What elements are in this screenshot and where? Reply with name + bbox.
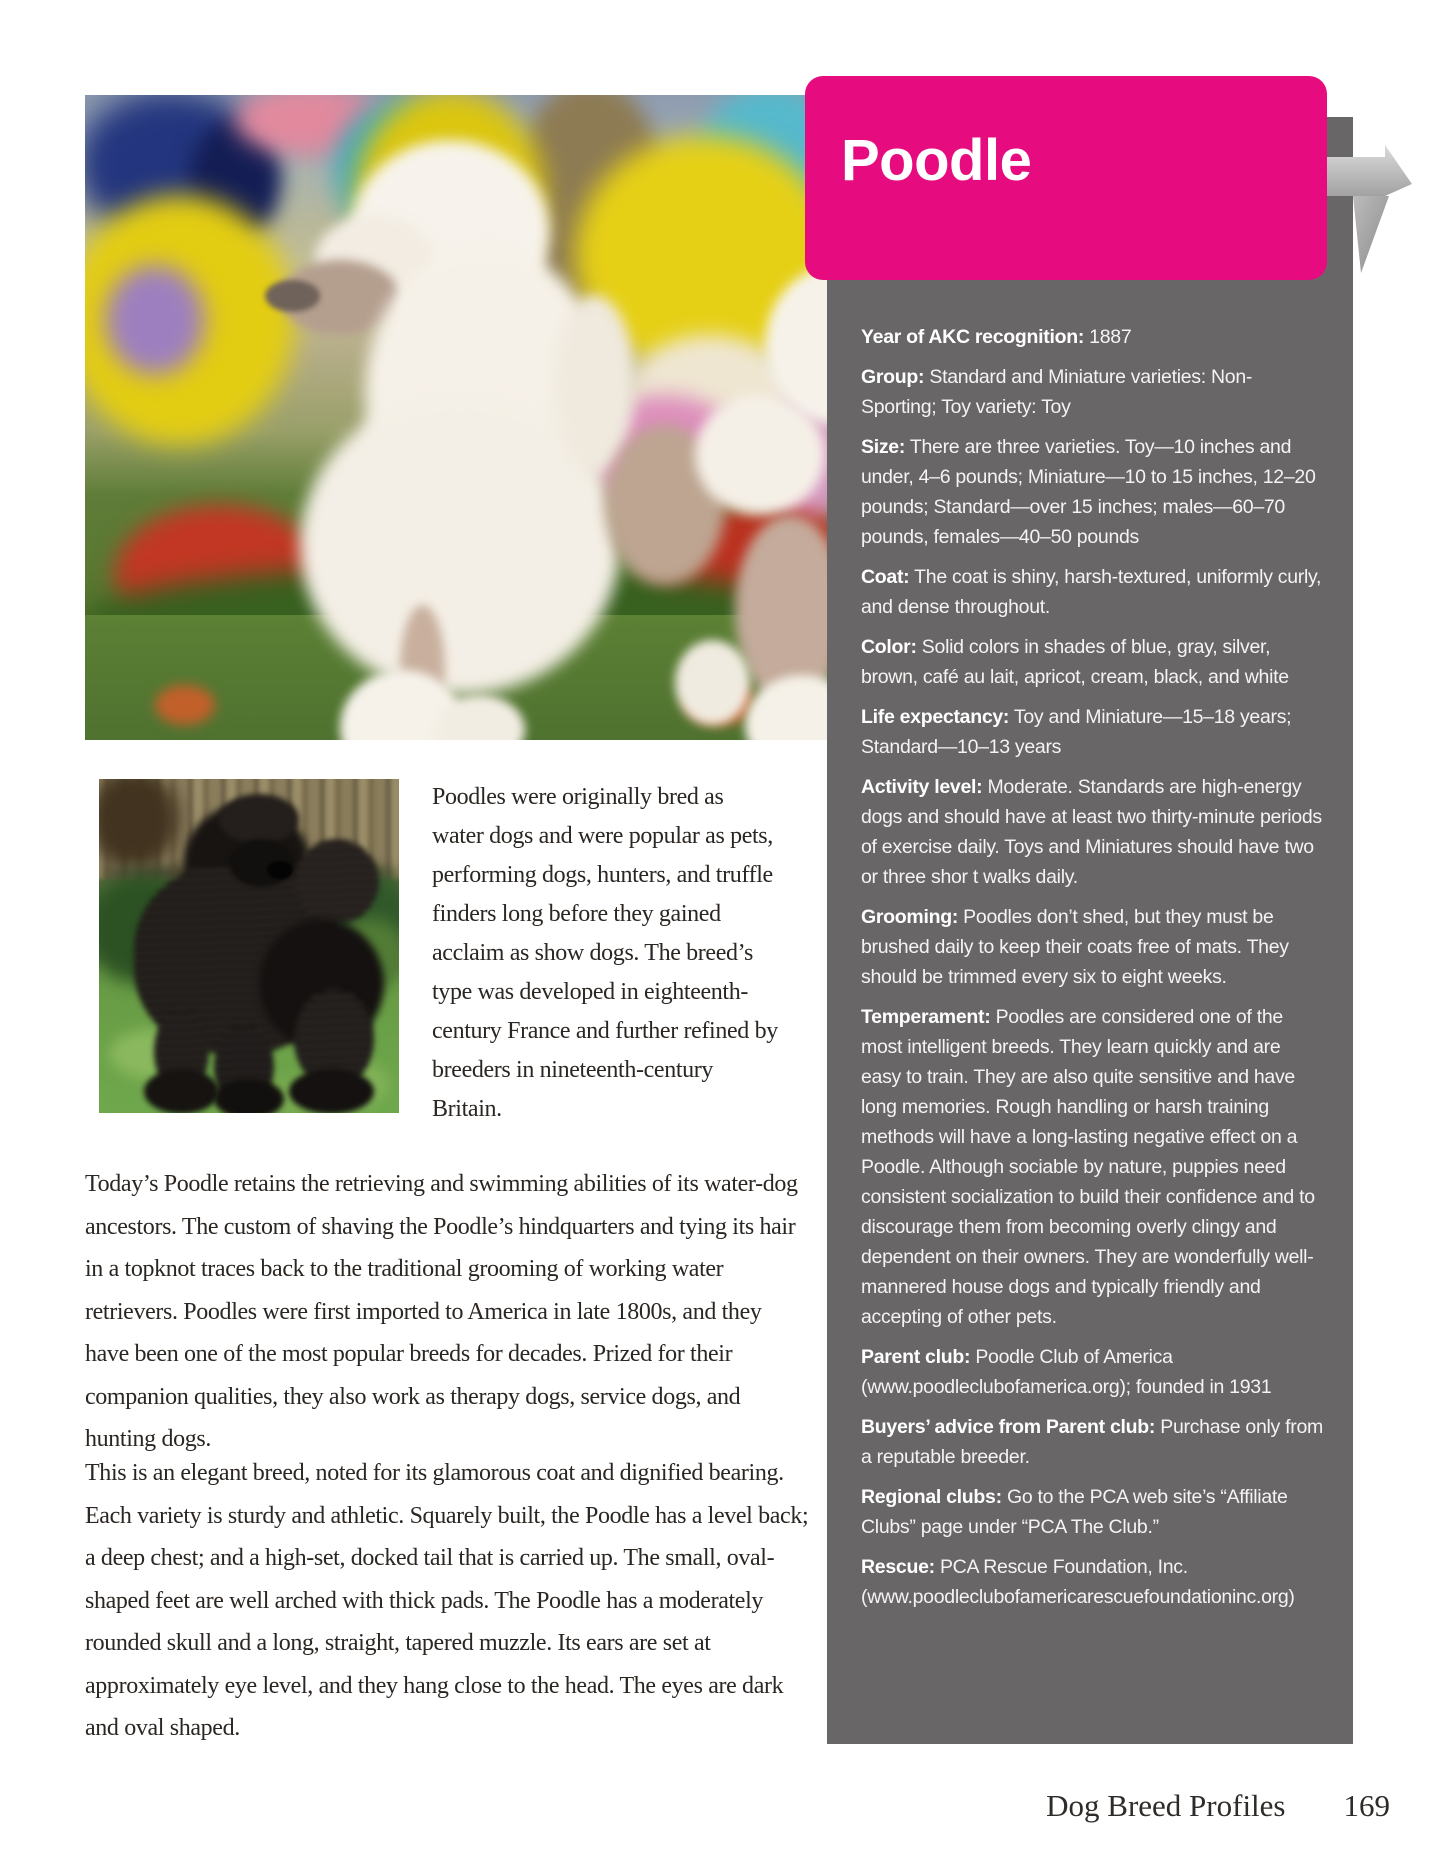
fact-buyers-advice: Buyers’ advice from Parent club: Purchase only from a reputable breeder. — [861, 1416, 1323, 1468]
paint — [214, 1079, 284, 1113]
fact-color: Color: Solid colors in shades of blue, gray, silver, brown, café au lait, apricot, cream, black, and white — [861, 636, 1289, 688]
paint — [289, 1069, 374, 1113]
fact-life-expectancy: Life expectancy: Toy and Miniature—15–18 years; Standard—10–13 years — [861, 706, 1292, 758]
fact-parent-club: Parent club: Poodle Club of America (www.poodleclubofamerica.org); founded in 1931 — [861, 1346, 1272, 1398]
paint — [219, 794, 299, 844]
article-paragraph-2: This is an elegant breed, noted for its glamorous coat and dignified bearing. Each variety is sturdy and athletic. Squarely built, the Poodle has a level back; a deep chest; and a high-set, docked tail that is carried up. The small, oval-shaped feet are well arched with thick pads. The Poodle has a moderately rounded skull and a long, straight, tapered muzzle. Its ears are set at approximately eye level, and they hang close to the head. The eyes are dark and oval shaped. — [85, 1460, 809, 1741]
page-footer — [1046, 1788, 1390, 1824]
footer-page-number: 169 — [1343, 1788, 1390, 1823]
footer-section-title: Dog Breed Profiles — [1046, 1788, 1286, 1823]
fact-temperament: Temperament: Poodles are considered one of the most intelligent breeds. They learn quickly and are easy to train. They are also quite sensitive and have long memories. Rough handling or harsh training methods will have a long-lasting negative effect on a Poodle. Although sociable by nature, puppies need consistent socialization to build their confidence and to discourage them from becoming overly clingy and dependent on their owners. They are wonderfully well-mannered house dogs and typically friendly and accepting of other pets. — [861, 1006, 1315, 1328]
fact-regional-clubs: Regional clubs: Go to the PCA web site’s “Affiliate Clubs” page under “PCA The Club.” — [861, 1486, 1288, 1538]
fact-group: Group: Standard and Miniature varieties: Non-Sporting; Toy variety: Toy — [861, 366, 1253, 418]
breed-facts-panel — [827, 117, 1353, 1744]
article-intro-continued: Today’s Poodle retains the retrieving and swimming abilities of its water-dog ancestors. The custom of shaving the Poodle’s hindquarters and tying its hair in a topknot traces back to the traditional grooming of working water retrievers. Poodles were first imported to America in late 1800s, and they have been one of the most popular breeds for decades. Prized for their companion qualities, they also work as therapy dogs, service dogs, and hunting dogs. — [85, 1171, 798, 1452]
fact-size: Size: There are three varieties. Toy—10 inches and under, 4–6 pounds; Miniature—10 to 15 inches, 12–20 pounds; Standard—over 15 inches; males—60–70 pounds, females—40–50 pounds — [861, 436, 1316, 548]
ribbon-arrow-icon — [1327, 140, 1419, 280]
fact-coat: Coat: The coat is shiny, harsh-textured, uniformly curly, and dense throughout. — [861, 566, 1322, 618]
paint — [155, 685, 215, 725]
breed-facts-list — [861, 322, 1323, 1622]
paint — [144, 1069, 219, 1113]
fact-grooming: Grooming: Poodles don’t shed, but they must be brushed daily to keep their coats free of mats. They should be trimmed every six to eight weeks. — [861, 906, 1289, 988]
fact-year-of-akc-recognition: Year of AKC recognition: 1887 — [861, 326, 1132, 348]
paint — [105, 265, 205, 375]
black-poodle-tail — [294, 839, 379, 924]
fact-rescue: Rescue: PCA Rescue Foundation, Inc. (www.poodleclubofamericarescuefoundationinc.org) — [861, 1556, 1295, 1608]
secondary-photo-black-poodle — [99, 779, 399, 1113]
poodle-bracelet — [675, 640, 750, 725]
black-poodle-nose — [267, 861, 293, 879]
page-title: Poodle — [841, 128, 1032, 193]
article-intro-wrap-text: Poodles were originally bred as water dogs and were popular as pets, performing dogs, hunters, and truffle finders long before they gained acclaim as show dogs. The breed’s type was developed in eighteenth-century France and further refined by breeders in nineteenth-century Britain. — [432, 784, 778, 1122]
breed-title-box — [805, 76, 1327, 280]
poodle-nose — [265, 280, 320, 312]
hero-photo-white-poodle — [85, 95, 828, 740]
fact-activity-level: Activity level: Moderate. Standards are high-energy dogs and should have at least two thirty-minute periods of exercise daily. Toys and Miniatures should have two or three shor t walks daily. — [861, 776, 1322, 888]
